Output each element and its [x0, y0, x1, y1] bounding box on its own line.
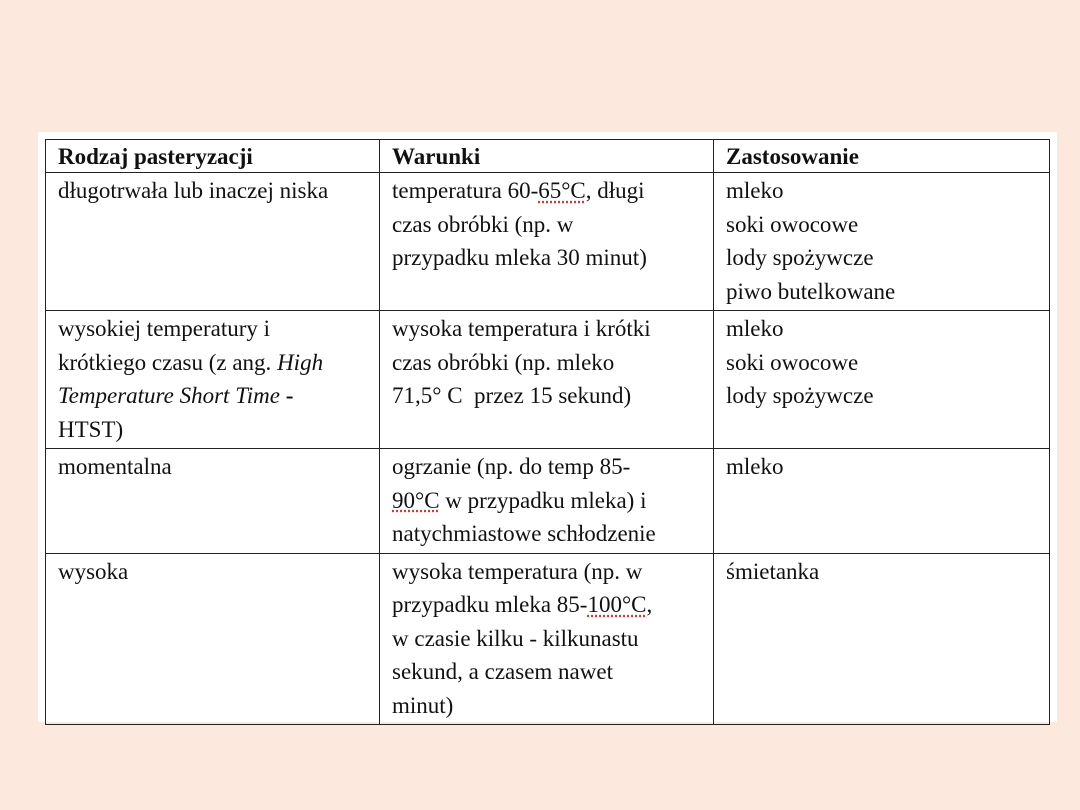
cell-type — [46, 449, 380, 554]
table-row — [46, 449, 1050, 554]
cell-uses — [714, 449, 1050, 554]
cell-type — [46, 311, 380, 449]
use-item: mleko — [726, 178, 784, 203]
text-run: temperatura 60- — [392, 178, 539, 203]
use-item: piwo butelkowane — [726, 278, 896, 304]
cell-text-line: sekund, a czasem nawet — [392, 659, 613, 684]
use-item: mleko — [726, 454, 784, 479]
header-type: Rodzaj pasteryzacji — [46, 140, 380, 173]
text-run: - — [279, 383, 294, 408]
cell-text: długotrwała lub inaczej niska — [58, 178, 329, 203]
cell-text-line: wysokiej temperatury i — [58, 316, 271, 341]
use-item: śmietanka — [726, 558, 820, 584]
cell-text: momentalna — [58, 454, 172, 479]
use-item: mleko — [726, 316, 784, 341]
cell-text-line — [58, 379, 369, 413]
cell-conditions — [380, 449, 714, 554]
spellcheck-underlined-text: 100°C — [587, 592, 647, 617]
table-row — [46, 311, 1050, 449]
italic-text: High — [277, 349, 324, 375]
cell-conditions — [380, 311, 714, 449]
text-run: przypadku mleka 85- — [392, 592, 588, 617]
cell-conditions — [380, 173, 714, 311]
cell-text-line: 71,5° C przez 15 sekund) — [392, 383, 632, 408]
cell-text-line: wysoka temperatura i krótki — [392, 316, 651, 341]
spellcheck-underlined-text: 90°C — [392, 487, 440, 513]
cell-type — [46, 553, 380, 725]
cell-text-line: wysoka temperatura (np. w — [392, 558, 643, 584]
text-run: , długi — [585, 178, 645, 203]
text-run: w przypadku mleka) i — [439, 487, 647, 513]
pasteurization-table — [45, 139, 1050, 725]
cell-conditions — [380, 553, 714, 725]
use-item: soki owocowe — [726, 211, 859, 237]
cell-text: wysoka — [58, 558, 129, 584]
cell-text-line: minut) — [392, 692, 454, 718]
text-run: krótkiego czasu (z ang. — [58, 349, 278, 375]
cell-uses — [714, 173, 1050, 311]
cell-text-line — [392, 174, 703, 208]
text-run: , — [646, 592, 653, 617]
cell-text-line: przypadku mleka 30 minut) — [392, 245, 647, 270]
cell-text-line: HTST) — [58, 416, 124, 442]
table-row — [46, 553, 1050, 725]
cell-uses — [714, 311, 1050, 449]
use-item: lody spożywcze — [726, 245, 874, 270]
spellcheck-underlined-text: 65°C — [538, 178, 586, 203]
cell-uses — [714, 553, 1050, 725]
cell-text-line: czas obróbki (np. mleko — [392, 349, 615, 375]
table-row — [46, 173, 1050, 311]
slide-table-panel — [38, 132, 1057, 722]
header-conditions: Warunki — [380, 140, 714, 173]
cell-type — [46, 173, 380, 311]
cell-text-line: czas obróbki (np. w — [392, 211, 574, 237]
cell-text-line: ogrzanie (np. do temp 85- — [392, 454, 631, 479]
table-header-row — [46, 140, 1050, 173]
header-uses: Zastosowanie — [714, 140, 1050, 173]
cell-text-line — [58, 346, 369, 380]
use-item: soki owocowe — [726, 349, 859, 375]
cell-text-line — [392, 588, 703, 622]
cell-text-line: natychmiastowe schłodzenie — [392, 521, 656, 546]
cell-text-line: w czasie kilku - kilkunastu — [392, 625, 639, 651]
italic-text: Temperature Short Time — [58, 383, 280, 408]
cell-text-line — [392, 484, 703, 518]
use-item: lody spożywcze — [726, 383, 874, 408]
